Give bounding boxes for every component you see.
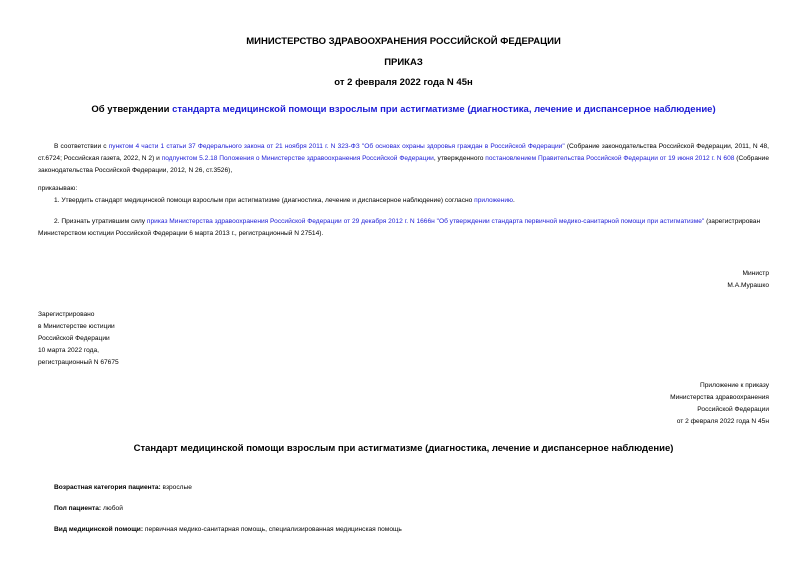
- appendix-line: от 2 февраля 2022 года N 45н: [676, 418, 769, 425]
- appendix-line: Приложение к приказу: [699, 382, 769, 389]
- item2-text-2: (зарегистрирован Министерством юстиции Российской Федерации 6 марта 2013 г., регистрационный N 27514).: [38, 218, 761, 237]
- order-title: [0, 104, 807, 115]
- field-label: Пол пациента:: [54, 505, 102, 512]
- registration-line: 10 марта 2022 года,: [38, 347, 99, 354]
- order-word: приказываю:: [38, 185, 78, 192]
- preamble-text-4: (Собрание законодательства Российской Федерации, 2012, N 26, ст.3526),: [38, 155, 769, 174]
- field-value: взрослые: [160, 484, 192, 491]
- field-patient-sex: [54, 503, 123, 515]
- item1-text: 1. Утвердить стандарт медицинской помощи взрослым при астигматизме (диагностика, лечение и диспансерное наблюдение) согласно: [54, 197, 475, 204]
- registration-line: Российской Федерации: [38, 335, 110, 342]
- order-title-prefix: Об утверждении: [91, 104, 173, 115]
- item2-repealed-order-link[interactable]: приказ Министерства здравоохранения Российской Федерации от 29 декабря 2012 г. N 1666н "Об утверждении стандарта первичной медико-санитарной помощи при астигматизме": [146, 218, 705, 225]
- field-label: Вид медицинской помощи:: [54, 526, 144, 533]
- item1-appendix-link[interactable]: приложению: [474, 197, 513, 204]
- appendix-line: Российской Федерации: [697, 406, 769, 413]
- field-care-type: [54, 524, 402, 536]
- signature-position: Министр: [742, 270, 769, 277]
- field-value: любой: [101, 505, 123, 512]
- registration-line: Зарегистрировано: [38, 311, 95, 318]
- signature-block: [727, 268, 769, 292]
- doc-type-heading: ПРИКАЗ: [384, 57, 423, 68]
- appendix-line: Министерства здравоохранения: [670, 394, 769, 401]
- signature-name: М.А.Мурашко: [727, 282, 769, 289]
- preamble-link-decree[interactable]: постановлением Правительства Российской Федерации от 19 июня 2012 г. N 608: [485, 155, 735, 162]
- appendix-block: [670, 380, 769, 428]
- order-item-2: [38, 216, 769, 240]
- registration-line: в Министерстве юстиции: [38, 323, 115, 330]
- order-item-1: [54, 195, 769, 207]
- preamble-link-regulation[interactable]: подпунктом 5.2.18 Положения о Министерстве здравоохранения Российской Федерации: [161, 155, 434, 162]
- order-title-link[interactable]: стандарта медицинской помощи взрослым при астигматизме (диагностика, лечение и диспансерное наблюдение): [172, 104, 716, 115]
- preamble-text-3: , утвержденного: [433, 155, 486, 162]
- preamble-link-law[interactable]: пунктом 4 части 1 статьи 37 Федерального закона от 21 ноября 2011 г. N 323-ФЗ "Об основах охраны здоровья граждан в Российской Федерации": [108, 143, 565, 150]
- field-label: Возрастная категория пациента:: [54, 484, 161, 491]
- preamble-text-2: (Собрание законодательства Российской Федерации, 2011, N 48, ст.6724; Российская газета, 2022, N 2) и: [38, 143, 770, 162]
- ministry-heading: МИНИСТЕРСТВО ЗДРАВООХРАНЕНИЯ РОССИЙСКОЙ ФЕДЕРАЦИИ: [246, 36, 561, 47]
- field-value: первичная медико-санитарная помощь, специализированная медицинская помощь: [143, 526, 402, 533]
- registration-line: регистрационный N 67675: [38, 359, 119, 366]
- item1-end: .: [512, 197, 515, 204]
- registration-block: [38, 309, 119, 369]
- item2-text-1: 2. Признать утратившим силу: [54, 218, 147, 225]
- standard-title: Стандарт медицинской помощи взрослым при астигматизме (диагностика, лечение и диспансерное наблюдение): [133, 443, 674, 454]
- field-age-category: [54, 482, 192, 494]
- preamble-paragraph: [38, 141, 769, 177]
- preamble-text-1: В соответствии с: [54, 143, 109, 150]
- doc-date-number: от 2 февраля 2022 года N 45н: [334, 77, 473, 88]
